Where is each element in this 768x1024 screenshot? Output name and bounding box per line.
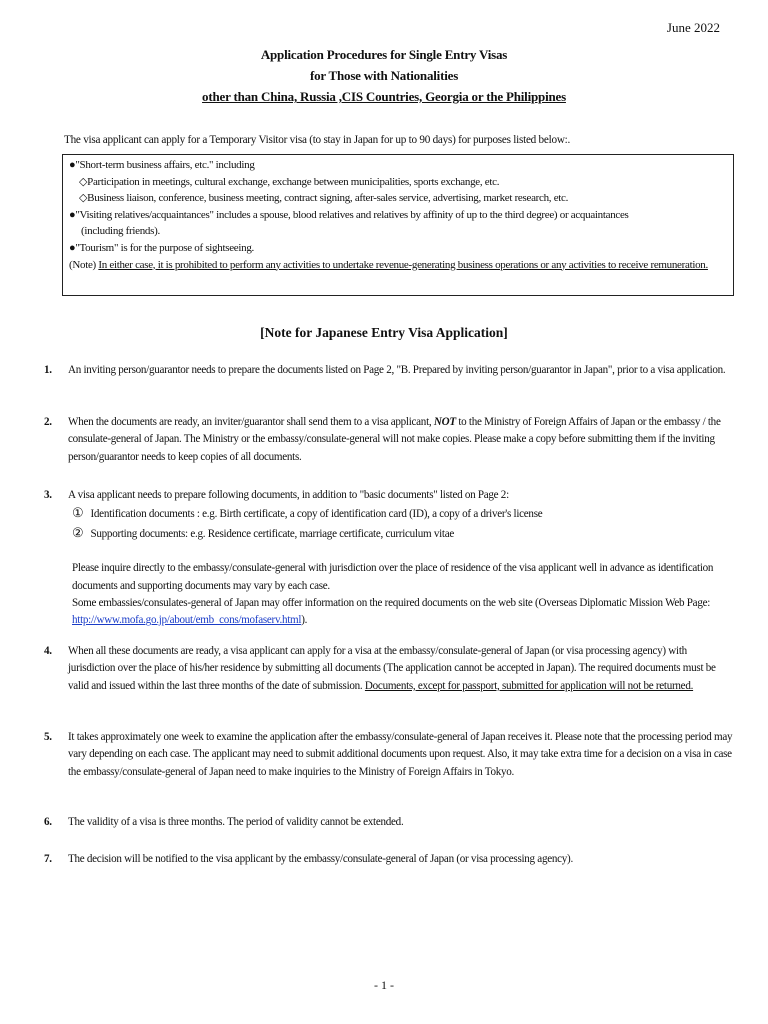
purposes-box: [62, 154, 734, 296]
list-item-6: [44, 814, 734, 831]
document-date: June 2022: [666, 20, 720, 35]
item-number: 3.: [44, 489, 52, 501]
note-prefix: (Note): [69, 258, 99, 271]
document-title: [0, 44, 768, 107]
item-text: It takes approximately one week to examine the application after the embassy/consulate-general of Japan receives it. Please note that the processing period may vary depending on each case. The applicant may need to submit additional documents upon request. Also, it may take extra time for a decision on a visa in case the embassy/consulate-general of Japan need to make inquiries to the Ministry of Foreign Affairs in Tokyo.: [68, 731, 733, 778]
intro-text: The visa applicant can apply for a Temporary Visitor visa (to stay in Japan for up to 90 days) for purposes listed below:.: [64, 134, 571, 146]
purpose-visiting: ●"Visiting relatives/acquaintances" includes a spouse, blood relatives and relatives by affinity of up to the third degree) or acquaintances: [69, 208, 629, 221]
list-item-4: [44, 643, 734, 695]
item-underlined: Documents, except for passport, submitted for application will not be returned.: [364, 679, 694, 692]
section-title: [Note for Japanese Entry Visa Application]: [260, 325, 508, 340]
item-paragraph-1: Please inquire directly to the embassy/consulate-general with jurisdiction over the place of residence of the visa applicant well in advance as identification documents and supporting documents may vary by each case.: [72, 562, 714, 592]
purpose-visiting-cont: (including friends).: [81, 225, 160, 238]
purpose-tourism: ●"Tourism" is for the purpose of sightseeing.: [69, 241, 254, 254]
sub-item-1: ① Identification documents : e.g. Birth certificate, a copy of identification card (ID), a copy of a driver's license: [72, 505, 543, 521]
emphasis-not: NOT: [433, 416, 456, 428]
mofa-link[interactable]: http://www.mofa.go.jp/about/emb_cons/mofaserv.html: [72, 614, 302, 627]
page-number: - 1 -: [374, 978, 394, 992]
list-item-1: [44, 362, 734, 379]
purpose-business-sub-1: ◇Participation in meetings, cultural exchange, exchange between municipalities, sports exchange, etc.: [79, 175, 500, 188]
purpose-business: ●"Short-term business affairs, etc." including: [69, 159, 255, 171]
list-item-7: [44, 851, 734, 868]
list-item-3: [44, 487, 734, 630]
item-number: 1.: [44, 364, 52, 376]
item-text: When all these documents are ready, a visa applicant can apply for a visa at the embassy/consulate-general of Japan (or visa processing agency) with jurisdiction over the place of his/her residence by submitting all documents (The application cannot be accepted in Japan). The required documents must be valid and issued within the last three months of the date of submission. Documents, except for passport, submitted for application will not be returned.: [68, 645, 716, 692]
box-note: [69, 257, 727, 274]
title-line-2: for Those with Nationalities: [309, 68, 459, 83]
item-text: The decision will be notified to the visa applicant by the embassy/consulate-general of Japan (or visa processing agency).: [68, 853, 573, 865]
purpose-business-sub-2: ◇Business liaison, conference, business meeting, contract signing, after-sales service, advertising, market research, etc.: [79, 192, 569, 205]
list-item-5: [44, 729, 734, 781]
item-number: 7.: [44, 853, 52, 865]
item-number: 6.: [44, 816, 52, 828]
item-text: A visa applicant needs to prepare following documents, in addition to "basic documents" listed on Page 2:: [68, 489, 509, 501]
item-number: 5.: [44, 731, 52, 743]
item-text: When the documents are ready, an inviter/guarantor shall send them to a visa applicant, NOT to the Ministry of Foreign Affairs of Japan or the embassy / the consulate-general of Japan. The Ministry or the embassy/consulate-general will not make copies. Please make a copy before submitting them if the inviting person/guarantor needs to keep copies of all documents.: [68, 416, 721, 463]
item-number: 4.: [44, 645, 52, 657]
item-text: An inviting person/guarantor needs to prepare the documents listed on Page 2, "B. Prepared by inviting person/guarantor in Japan", prior to a visa application.: [68, 364, 726, 376]
item-text: The validity of a visa is three months. The period of validity cannot be extended.: [68, 816, 404, 828]
title-line-1: Application Procedures for Single Entry Visas: [260, 47, 508, 62]
list-item-2: [44, 414, 734, 466]
title-line-3: other than China, Russia ,CIS Countries, Georgia or the Philippines: [202, 89, 566, 104]
item-paragraph-2: Some embassies/consulates-general of Japan may offer information on the required documents on the web site (Overseas Diplomatic Mission Web Page: http://www.mofa.go.jp/about/emb_cons/mofaserv.html).: [72, 597, 711, 627]
item-number: 2.: [44, 416, 52, 428]
sub-item-2: ② Supporting documents: e.g. Residence certificate, marriage certificate, curriculum vitae: [72, 524, 454, 540]
note-text: In either case, it is prohibited to perform any activities to undertake revenue-generating business operations or any activities to receive remuneration.: [98, 258, 708, 271]
